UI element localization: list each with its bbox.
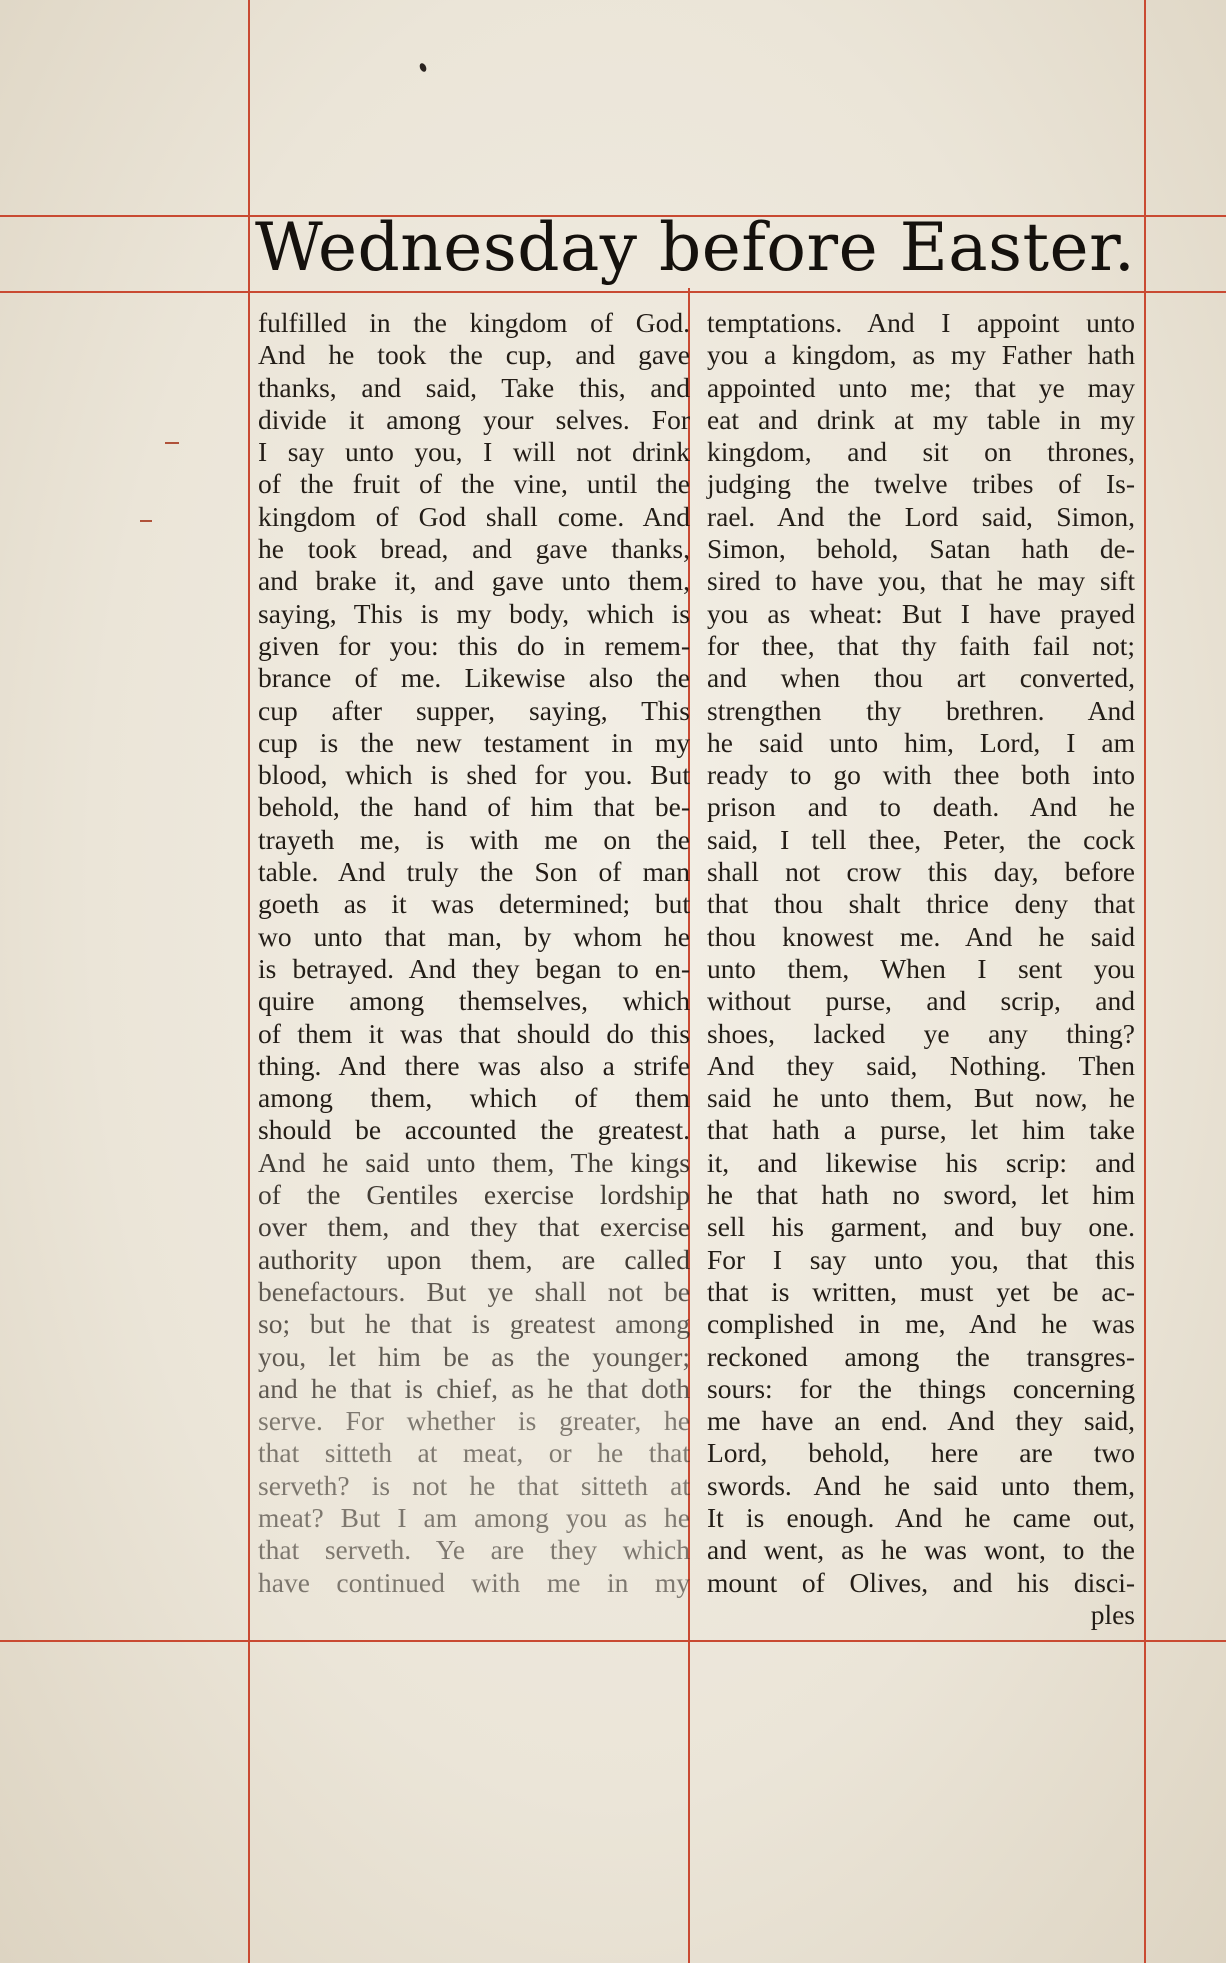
text-line: of the fruit of the vine, until the: [258, 468, 690, 500]
text-line: that sitteth at meat, or he that: [258, 1437, 690, 1469]
text-line: you, let him be as the younger;: [258, 1340, 690, 1372]
title-bottom-rule: [0, 291, 1226, 293]
text-line: Lord, behold, here are two: [707, 1437, 1135, 1469]
text-line: that hath a purse, let him take: [707, 1114, 1135, 1146]
text-line: rael. And the Lord said, Simon,: [707, 500, 1135, 532]
text-line: kingdom of God shall come. And: [258, 500, 690, 532]
text-line: shoes, lacked ye any thing?: [707, 1017, 1135, 1049]
text-line: complished in me, And he was: [707, 1308, 1135, 1340]
text-line: have continued with me in my: [258, 1566, 690, 1598]
text-line: serve. For whether is greater, he: [258, 1405, 690, 1437]
text-line: Simon, behold, Satan hath de-: [707, 533, 1135, 565]
text-line: that serveth. Ye are they which: [258, 1534, 690, 1566]
text-line: authority upon them, are called: [258, 1243, 690, 1275]
text-line: over them, and they that exercise: [258, 1211, 690, 1243]
text-line: of them it was that should do this: [258, 1017, 690, 1049]
text-line: It is enough. And he came out,: [707, 1501, 1135, 1533]
text-line: table. And truly the Son of man: [258, 856, 690, 888]
text-line: swords. And he said unto them,: [707, 1469, 1135, 1501]
text-line: cup is the new testament in my: [258, 726, 690, 758]
text-line: appointed unto me; that ye may: [707, 371, 1135, 403]
text-line: you as wheat: But I have prayed: [707, 597, 1135, 629]
margin-mark: [140, 520, 152, 522]
text-line: me have an end. And they said,: [707, 1405, 1135, 1437]
text-line: eat and drink at my table in my: [707, 403, 1135, 435]
text-line: mount of Olives, and his disci-: [707, 1566, 1135, 1598]
text-line: And he said unto them, The kings: [258, 1146, 690, 1178]
text-line: of the Gentiles exercise lordship: [258, 1179, 690, 1211]
text-line: goeth as it was determined; but: [258, 888, 690, 920]
text-column-left: [258, 307, 690, 1657]
page-title: Wednesday before Easter.: [255, 209, 1136, 286]
text-line: And he took the cup, and gave: [258, 339, 690, 371]
text-line: ples: [1090, 1598, 1135, 1630]
text-line: sell his garment, and buy one.: [707, 1211, 1135, 1243]
text-line: meat? But I am among you as he: [258, 1501, 690, 1533]
text-line: he said unto him, Lord, I am: [707, 726, 1135, 758]
margin-rule-left-outer: [248, 0, 250, 1963]
text-line: blood, which is shed for you. But: [258, 759, 690, 791]
text-line: quire among themselves, which: [258, 985, 690, 1017]
text-line: cup after supper, saying, This: [258, 694, 690, 726]
text-line: is betrayed. And they began to en-: [258, 952, 690, 984]
text-column-right: [707, 307, 1135, 1657]
text-line: it, and likewise his scrip: and: [707, 1146, 1135, 1178]
margin-mark: [165, 442, 179, 444]
text-line: and when thou art converted,: [707, 662, 1135, 694]
text-line: sours: for the things concerning: [707, 1372, 1135, 1404]
text-line: that is written, must yet be ac-: [707, 1275, 1135, 1307]
ink-speck: [418, 62, 427, 73]
text-line: strengthen thy brethren. And: [707, 694, 1135, 726]
text-line: without purse, and scrip, and: [707, 985, 1135, 1017]
text-line: said he unto them, But now, he: [707, 1082, 1135, 1114]
text-line: brance of me. Likewise also the: [258, 662, 690, 694]
text-line: he took bread, and gave thanks,: [258, 533, 690, 565]
margin-rule-right-outer: [1144, 0, 1146, 1963]
text-line: given for you: this do in remem-: [258, 629, 690, 661]
text-line: ready to go with thee both into: [707, 759, 1135, 791]
text-line: so; but he that is greatest among: [258, 1308, 690, 1340]
text-line: he that hath no sword, let him: [707, 1179, 1135, 1211]
text-line: trayeth me, is with me on the: [258, 823, 690, 855]
text-line: kingdom, and sit on thrones,: [707, 436, 1135, 468]
text-line: thing. And there was also a strife: [258, 1049, 690, 1081]
text-line: divide it among your selves. For: [258, 403, 690, 435]
text-line: judging the twelve tribes of Is-: [707, 468, 1135, 500]
text-line: and brake it, and gave unto them,: [258, 565, 690, 597]
text-line: you a kingdom, as my Father hath: [707, 339, 1135, 371]
text-line: fulfilled in the kingdom of God.: [258, 307, 690, 338]
text-line: prison and to death. And he: [707, 791, 1135, 823]
text-line: should be accounted the greatest.: [258, 1114, 690, 1146]
text-line: thou knowest me. And he said: [707, 920, 1135, 952]
text-line: said, I tell thee, Peter, the cock: [707, 823, 1135, 855]
text-line: that thou shalt thrice deny that: [707, 888, 1135, 920]
text-line: and went, as he was wont, to the: [707, 1534, 1135, 1566]
text-line: And they said, Nothing. Then: [707, 1049, 1135, 1081]
text-line: behold, the hand of him that be-: [258, 791, 690, 823]
text-line: thanks, and said, Take this, and: [258, 371, 690, 403]
text-line: temptations. And I appoint unto: [707, 307, 1135, 338]
text-line: saying, This is my body, which is: [258, 597, 690, 629]
text-line: unto them, When I sent you: [707, 952, 1135, 984]
text-line: I say unto you, I will not drink: [258, 436, 690, 468]
text-line: sired to have you, that he may sift: [707, 565, 1135, 597]
text-line: For I say unto you, that this: [707, 1243, 1135, 1275]
text-line: serveth? is not he that sitteth at: [258, 1469, 690, 1501]
text-line: benefactours. But ye shall not be: [258, 1275, 690, 1307]
text-line: for thee, that thy faith fail not;: [707, 629, 1135, 661]
text-line: among them, which of them: [258, 1082, 690, 1114]
text-line: wo unto that man, by whom he: [258, 920, 690, 952]
text-line: reckoned among the transgres-: [707, 1340, 1135, 1372]
text-line: and he that is chief, as he that doth: [258, 1372, 690, 1404]
text-line: shall not crow this day, before: [707, 856, 1135, 888]
